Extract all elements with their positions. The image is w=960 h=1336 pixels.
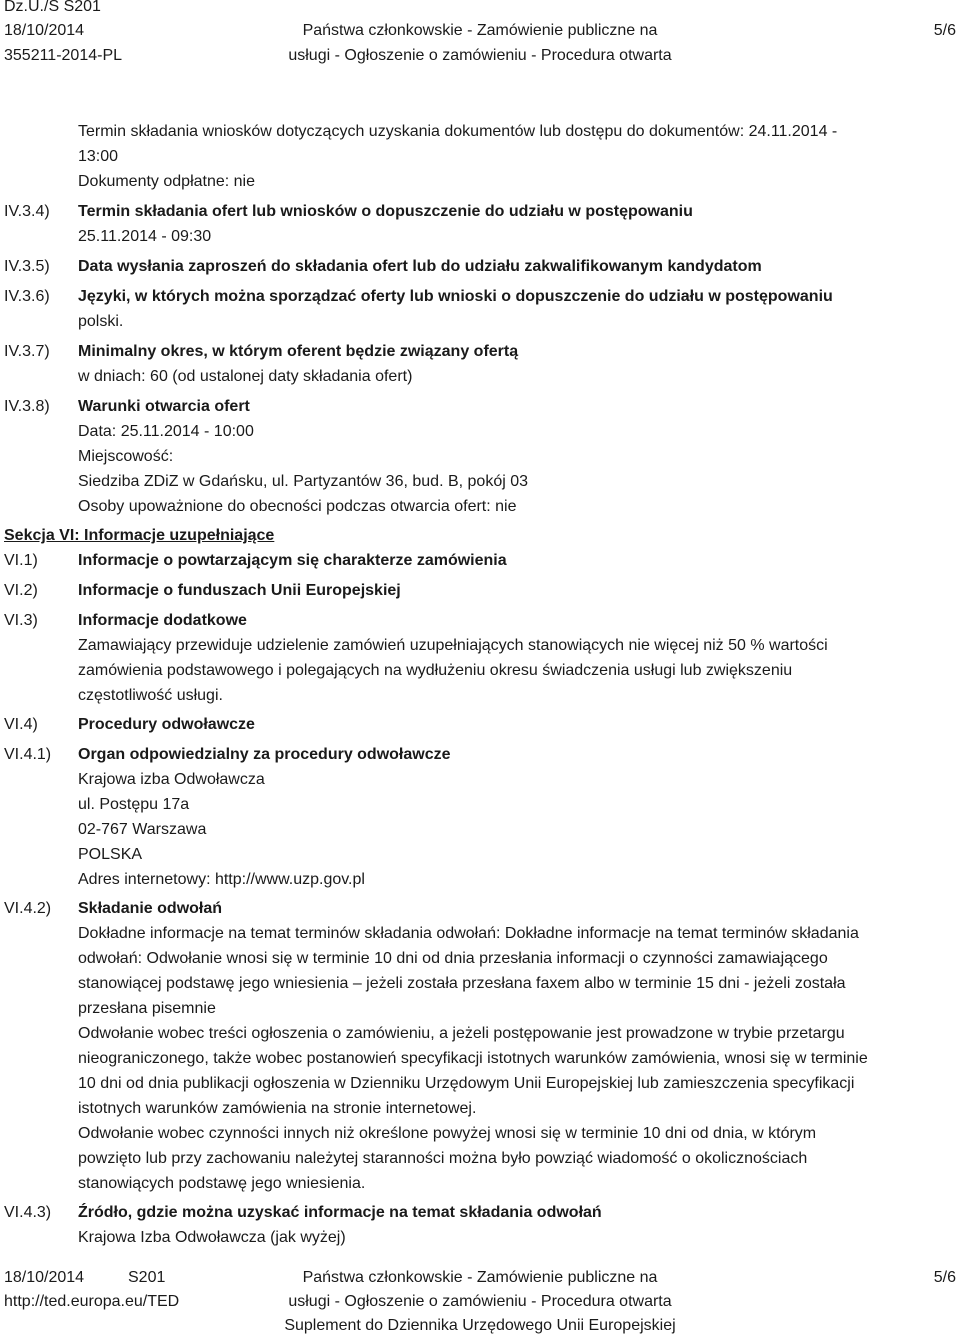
footer-title-line2: usługi - Ogłoszenie o zamówieniu - Procedura otwarta — [288, 1293, 672, 1310]
section-number: VI.4.2) — [4, 900, 52, 917]
footer-title-line1: Państwa członkowskie - Zamówienie publiczne na — [302, 1269, 658, 1286]
header-page-number: 5/6 — [933, 22, 956, 39]
appeal-text-line: odwołań: Odwołanie wnosi się w terminie 10 dni od dnia przesłania informacji o czynności zamawiającego — [78, 950, 828, 967]
section-value: w dniach: 60 (od ustalonej daty składania ofert) — [78, 368, 413, 385]
section-number: IV.3.8) — [4, 398, 50, 415]
section-value: Krajowa Izba Odwoławcza (jak wyżej) — [78, 1229, 346, 1246]
section-value: 02-767 Warszawa — [78, 821, 207, 838]
intro-line: 13:00 — [78, 148, 119, 165]
section-heading: Sekcja VI: Informacje uzupełniające — [4, 527, 275, 544]
intro-line: Dokumenty odpłatne: nie — [78, 173, 255, 190]
section-number: VI.2) — [4, 582, 38, 599]
appeal-text-line: istotnych warunków zamówienia na stronie internetowej. — [78, 1100, 477, 1117]
section-number: VI.4) — [4, 716, 38, 733]
section-title: Informacje o funduszach Unii Europejskiej — [78, 582, 401, 599]
section-number: VI.1) — [4, 552, 38, 569]
appeal-text-line: przesłana pisemnie — [78, 1000, 216, 1017]
appeal-text-line: Odwołanie wobec treści ogłoszenia o zamówieniu, a jeżeli postępowanie jest prowadzone w trybie przetargu — [78, 1025, 845, 1042]
website-label: Adres internetowy: — [78, 871, 215, 888]
section-title: Data wysłania zaproszeń do składania ofert lub do udziału zakwalifikowanym kandydatom — [78, 258, 762, 275]
appeal-text-line: stanowiących podstawę jego wniesienia. — [78, 1175, 366, 1192]
header-title-line2: usługi - Ogłoszenie o zamówieniu - Procedura otwarta — [288, 47, 672, 64]
footer-series: S201 — [128, 1269, 166, 1286]
website-line — [78, 870, 365, 890]
intro-line: Termin składania wniosków dotyczących uzyskania dokumentów lub dostępu do dokumentów: 24.11.2014 - — [78, 123, 838, 140]
section-title: Procedury odwoławcze — [78, 716, 255, 733]
section-number: IV.3.6) — [4, 288, 50, 305]
section-value: POLSKA — [78, 846, 143, 863]
section-title: Warunki otwarcia ofert — [78, 398, 250, 415]
appeal-text-line: Odwołanie wobec czynności innych niż określone powyżej wnosi się w terminie 10 dni od dnia, w którym — [78, 1125, 817, 1142]
section-title: Źródło, gdzie można uzyskać informacje na temat składania odwołań — [78, 1204, 602, 1221]
appeal-text-line: stanowiącej podstawę jego wniesienia – jeżeli została przesłana faxem albo w terminie 15 dni - jeżeli została — [78, 975, 846, 992]
section-value: Miejscowość: — [78, 448, 174, 465]
section-value: 25.11.2014 - 09:30 — [78, 228, 212, 245]
section-value: ul. Postępu 17a — [78, 796, 190, 813]
appeal-text-line: 10 dni od dnia publikacji ogłoszenia w Dzienniku Urzędowym Unii Europejskiej lub zamieszczenia specyfikacji — [78, 1075, 855, 1092]
footer-title-line3: Suplement do Dziennika Urzędowego Unii Europejskiej — [284, 1317, 676, 1334]
section-number: VI.4.3) — [4, 1204, 52, 1221]
section-value: Osoby upoważnione do obecności podczas otwarcia ofert: nie — [78, 498, 517, 515]
footer-page-number: 5/6 — [933, 1269, 956, 1286]
appeal-text-line: Dokładne informacje na temat terminów składania odwołań: Dokładne informacje na temat terminów składania — [78, 925, 859, 942]
appeal-text-line: nieograniczonego, także wobec postanowień specyfikacji istotnych warunków zamówienia, wnosi się w terminie — [78, 1050, 868, 1067]
section-number: IV.3.7) — [4, 343, 50, 360]
website-link[interactable]: http://www.uzp.gov.pl — [214, 871, 365, 888]
section-title: Informacje dodatkowe — [78, 612, 247, 629]
section-title: Minimalny okres, w którym oferent będzie związany ofertą — [78, 343, 519, 360]
section-value: Krajowa izba Odwoławcza — [78, 771, 265, 788]
section-number: VI.3) — [4, 612, 38, 629]
section-value: zamówienia podstawowego i polegających na wydłużeniu okresu świadczenia usługi lub zwiększeniu — [78, 662, 793, 679]
header-date: 18/10/2014 — [4, 22, 85, 39]
section-value: Siedziba ZDiZ w Gdańsku, ul. Partyzantów 36, bud. B, pokój 03 — [78, 473, 529, 490]
section-title: Organ odpowiedzialny za procedury odwoławcze — [78, 746, 451, 763]
section-value: częstotliwość usługi. — [78, 687, 223, 704]
section-number: IV.3.4) — [4, 203, 50, 220]
section-value: Zamawiający przewiduje udzielenie zamówień uzupełniających stanowiących nie więcej niż 50 % wartości — [78, 637, 828, 654]
section-number: IV.3.5) — [4, 258, 50, 275]
footer-date: 18/10/2014 — [4, 1269, 85, 1286]
document-number: 355211-2014-PL — [4, 47, 123, 64]
header-title-line1: Państwa członkowskie - Zamówienie publiczne na — [302, 22, 658, 39]
appeal-text-line: powzięto lub przy zachowaniu należytej staranności można było powziąć wiadomość o okolicznościach — [78, 1150, 808, 1167]
section-number: VI.4.1) — [4, 746, 52, 763]
section-title: Termin składania ofert lub wniosków o dopuszczenie do udziału w postępowaniu — [78, 203, 693, 220]
footer-url: http://ted.europa.eu/TED — [4, 1293, 180, 1310]
section-title: Składanie odwołań — [78, 900, 223, 917]
journal-ref: Dz.U./S S201 — [4, 0, 101, 15]
section-title: Języki, w których można sporządzać oferty lub wnioski o dopuszczenie do udziału w postępowaniu — [78, 288, 833, 305]
section-title: Informacje o powtarzającym się charakterze zamówienia — [78, 552, 507, 569]
section-value: polski. — [78, 313, 124, 330]
section-value: Data: 25.11.2014 - 10:00 — [78, 423, 254, 440]
